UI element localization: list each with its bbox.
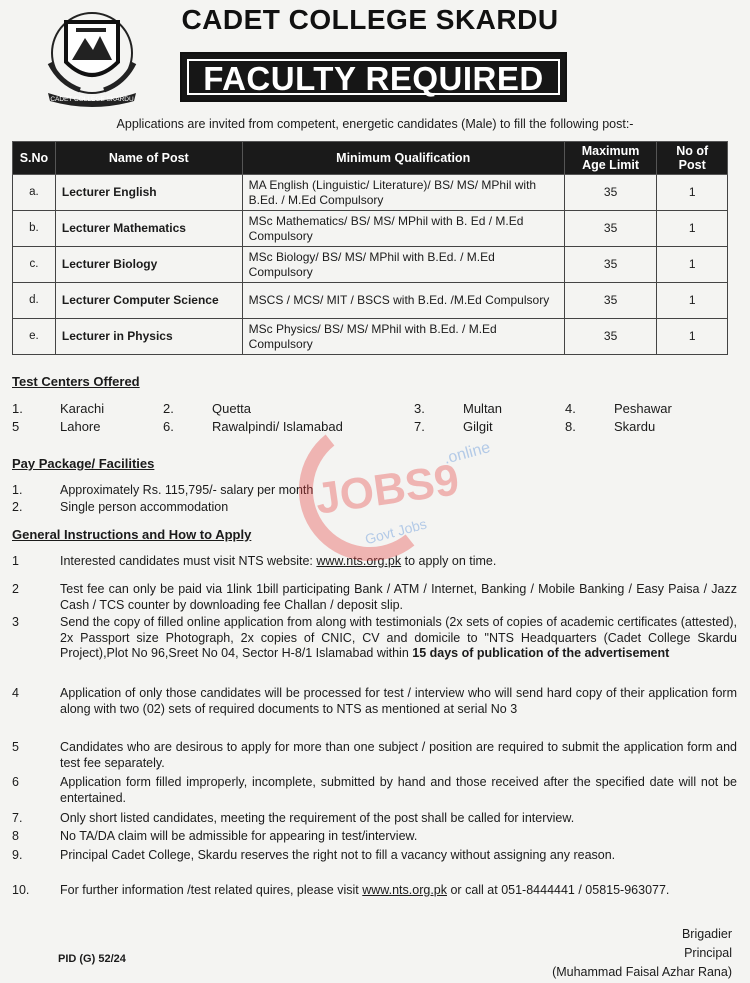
instruction-text: No TA/DA claim will be admissible for appearing in test/interview. xyxy=(60,829,418,843)
instruction-text xyxy=(60,883,737,899)
center-number: 2. xyxy=(163,401,174,416)
center-city: Lahore xyxy=(60,419,101,434)
pay-item-number: 1. xyxy=(12,483,23,497)
instruction-text-part: Interested candidates must visit NTS website: xyxy=(60,554,313,568)
instruction-number: 6 xyxy=(12,775,19,789)
cell-sno: c. xyxy=(13,247,56,283)
svg-text:CADET COLLEGE SKARDU: CADET COLLEGE SKARDU xyxy=(50,96,134,103)
cell-post: Lecturer in Physics xyxy=(55,319,242,355)
signatory-name: (Muhammad Faisal Azhar Rana) xyxy=(552,965,732,979)
pay-heading: Pay Package/ Facilities xyxy=(12,456,155,471)
cell-count: 1 xyxy=(657,247,728,283)
faculty-required-banner xyxy=(180,52,567,102)
table-row xyxy=(13,247,728,283)
instruction-text: Principal Cadet College, Skardu reserves the right not to fill a vacancy without assigning any reason. xyxy=(60,848,616,862)
center-city: Karachi xyxy=(60,401,105,416)
signatory-title: Principal xyxy=(684,946,732,960)
instruction-number: 9. xyxy=(12,848,23,862)
signature-block xyxy=(552,925,732,982)
col-qualification: Minimum Qualification xyxy=(242,142,564,175)
col-age-limit: Maximum Age Limit xyxy=(564,142,657,175)
instruction-text xyxy=(60,615,737,662)
cell-count: 1 xyxy=(657,319,728,355)
instruction-number: 5 xyxy=(12,740,19,754)
cell-qualification: MSc Physics/ BS/ MS/ MPhil with B.Ed. / M.Ed Compulsory xyxy=(242,319,564,355)
nts-website-link-2[interactable]: www.nts.org.pk xyxy=(362,883,447,897)
center-city: Peshawar xyxy=(614,401,672,416)
deadline-text: 15 days of publication of the advertisement xyxy=(412,646,670,660)
col-no-of-post: No of Post xyxy=(657,142,728,175)
cell-sno: b. xyxy=(13,211,56,247)
instruction-text: Application of only those candidates will be processed for test / interview who will send hard copy of their application form along with two (02) sets of required documents to NTS as mentioned at serial No 3 xyxy=(60,686,737,716)
instruction-text-part: to apply on time. xyxy=(404,554,497,568)
center-city: Multan xyxy=(463,401,503,416)
cell-count: 1 xyxy=(657,175,728,211)
instruction-text: Test fee can only be paid via 1link 1bill participating Bank / ATM / Internet, Banking / Mobile Banking / Easy Paisa / Jazz Cash / TCS counter by downloading fee Challan / deposit slip. xyxy=(60,582,737,612)
center-number: 8. xyxy=(565,419,576,434)
instruction-number: 2 xyxy=(12,582,19,596)
test-centers-heading: Test Centers Offered xyxy=(12,374,140,389)
cell-qualification: MSc Biology/ BS/ MS/ MPhil with B.Ed. / M.Ed Compulsory xyxy=(242,247,564,283)
cell-age: 35 xyxy=(564,319,657,355)
cell-count: 1 xyxy=(657,283,728,319)
center-number: 1. xyxy=(12,401,23,416)
cell-age: 35 xyxy=(564,211,657,247)
cell-count: 1 xyxy=(657,211,728,247)
posts-table xyxy=(12,141,728,355)
center-city: Skardu xyxy=(614,419,656,434)
instruction-number: 7. xyxy=(12,811,23,825)
cell-qualification: MA English (Linguistic/ Literature)/ BS/ MS/ MPhil with B.Ed. / M.Ed Compulsory xyxy=(242,175,564,211)
table-row xyxy=(13,175,728,211)
instruction-text: Only short listed candidates, meeting the requirement of the post shall be called for interview. xyxy=(60,811,575,825)
instruction-text: Application form filled improperly, incomplete, submitted by hand and those received after the specified date will not be entertained. xyxy=(60,775,737,805)
center-city: Rawalpindi/ Islamabad xyxy=(212,419,343,434)
instruction-number: 8 xyxy=(12,829,19,843)
svg-text:Govt Jobs: Govt Jobs xyxy=(363,515,429,548)
cell-age: 35 xyxy=(564,247,657,283)
table-header-row xyxy=(13,142,728,175)
pay-item-number: 2. xyxy=(12,500,23,514)
intro-text: Applications are invited from competent, energetic candidates (Male) to fill the following post:- xyxy=(116,117,634,131)
center-number: 7. xyxy=(414,419,425,434)
college-crest-logo xyxy=(40,8,145,108)
nts-website-link[interactable]: www.nts.org.pk xyxy=(316,554,402,568)
col-post: Name of Post xyxy=(55,142,242,175)
center-city: Quetta xyxy=(212,401,252,416)
col-sno: S.No xyxy=(13,142,56,175)
cell-qualification: MSCS / MCS/ MIT / BSCS with B.Ed. /M.Ed Compulsory xyxy=(242,283,564,319)
cell-age: 35 xyxy=(564,175,657,211)
instruction-number: 3 xyxy=(12,615,19,629)
cell-sno: a. xyxy=(13,175,56,211)
cell-sno: d. xyxy=(13,283,56,319)
instruction-text-part: or call at 051-8444441 / 05815-963077. xyxy=(450,883,670,897)
cell-post: Lecturer Mathematics xyxy=(55,211,242,247)
svg-text:.online: .online xyxy=(442,439,493,468)
table-row xyxy=(13,319,728,355)
signatory-rank: Brigadier xyxy=(681,927,732,941)
instruction-number: 10. xyxy=(12,883,30,897)
center-city: Gilgit xyxy=(463,419,493,434)
pay-item-text: Approximately Rs. 115,795/- salary per month xyxy=(60,483,314,497)
svg-text:JOBS9: JOBS9 xyxy=(312,455,463,524)
cell-post: Lecturer Biology xyxy=(55,247,242,283)
pid-reference: PID (G) 52/24 xyxy=(58,953,126,965)
center-number: 5 xyxy=(12,419,20,434)
instruction-text-part: Send the copy of filled online application from along with testimonials (2x sets of copies of academic certificates (attested), 2x Passport size Photograph, 2x copies of CNIC, CV and domicile to "NTS Headquarters (Cadet College Skardu Project),Plot No 96,Sreet No 04, Sector H-8/1 Islamabad within xyxy=(60,615,737,660)
cell-age: 35 xyxy=(564,283,657,319)
table-row xyxy=(13,283,728,319)
pay-item-text: Single person accommodation xyxy=(60,500,229,514)
cell-sno: e. xyxy=(13,319,56,355)
cell-post: Lecturer Computer Science xyxy=(55,283,242,319)
instruction-number: 4 xyxy=(12,686,19,700)
cell-post: Lecturer English xyxy=(55,175,242,211)
instruction-text-part: For further information /test related quires, please visit xyxy=(60,883,359,897)
instructions-heading: General Instructions and How to Apply xyxy=(12,527,252,542)
banner-text: FACULTY REQUIRED xyxy=(187,59,560,95)
instruction-number: 1 xyxy=(12,554,19,568)
cell-qualification: MSc Mathematics/ BS/ MS/ MPhil with B. Ed / M.Ed Compulsory xyxy=(242,211,564,247)
center-number: 6. xyxy=(163,419,174,434)
center-number: 3. xyxy=(414,401,425,416)
instruction-text: Candidates who are desirous to apply for more than one subject / position are required to submit the application form and test fee separately. xyxy=(60,740,737,770)
college-name: CADET COLLEGE SKARDU xyxy=(181,4,559,35)
instruction-text xyxy=(60,554,737,570)
center-number: 4. xyxy=(565,401,576,416)
table-row xyxy=(13,211,728,247)
